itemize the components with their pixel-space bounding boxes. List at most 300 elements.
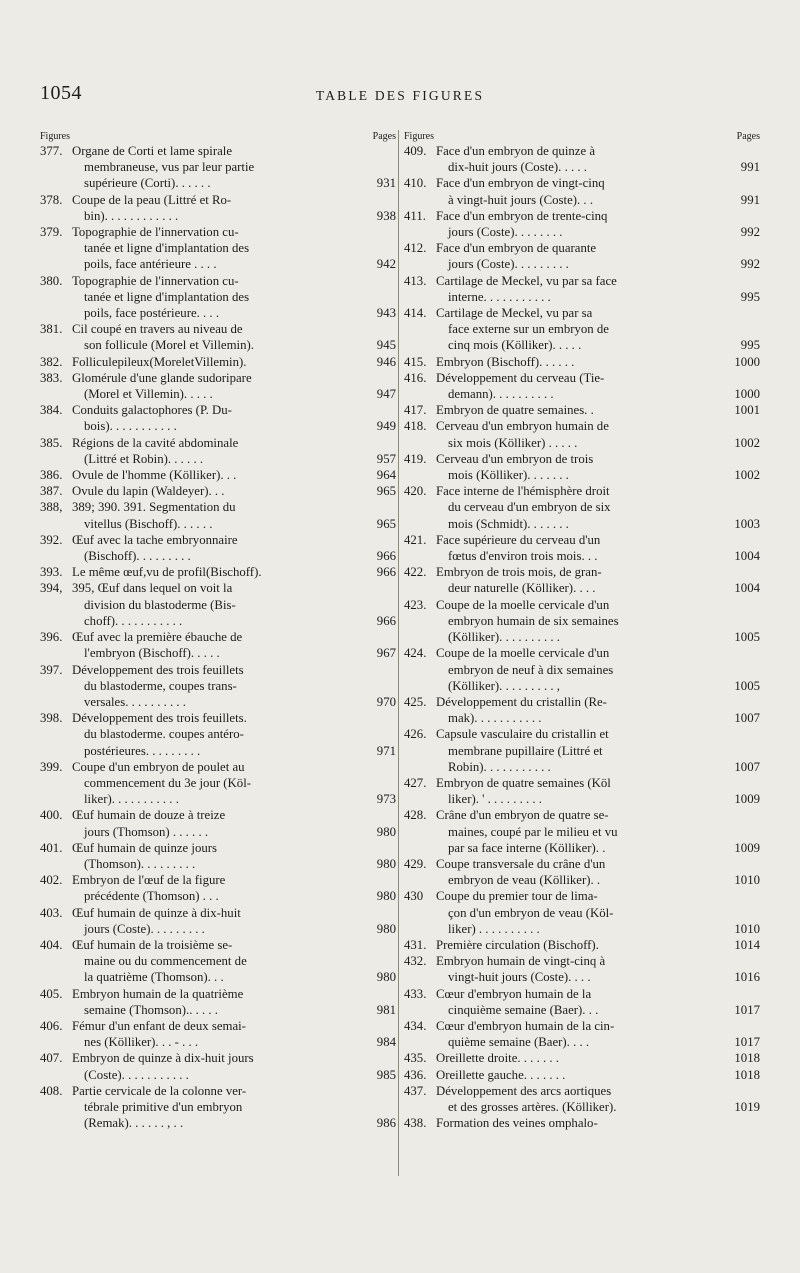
figure-caption bbox=[40, 192, 396, 224]
pages-heading: Pages bbox=[372, 131, 396, 142]
figure-caption bbox=[404, 597, 760, 646]
figure-entry bbox=[404, 208, 760, 240]
figure-entry bbox=[40, 629, 396, 661]
figure-caption bbox=[404, 726, 760, 775]
figure-number: 387. bbox=[40, 484, 63, 499]
entry-list bbox=[404, 143, 760, 1131]
page-reference: 966 bbox=[376, 549, 396, 564]
figure-number: 423. bbox=[404, 597, 427, 612]
page-reference: 1000 bbox=[734, 354, 760, 369]
figure-caption bbox=[404, 937, 760, 953]
figure-caption bbox=[40, 1050, 396, 1082]
figure-caption bbox=[404, 305, 760, 354]
caption-line: vingt-huit jours (Coste). . . . bbox=[448, 970, 591, 985]
caption-line: Embryon (Bischoff). . . . . . bbox=[436, 354, 575, 369]
page-reference: 1002 bbox=[734, 435, 760, 450]
figure-number: 377. bbox=[40, 144, 63, 158]
figure-number: 397. bbox=[40, 662, 63, 677]
page-reference: 1002 bbox=[734, 468, 760, 483]
column-header bbox=[40, 129, 396, 141]
figure-number: 417. bbox=[404, 403, 427, 418]
figure-caption bbox=[40, 354, 396, 370]
caption-line: maine ou du commencement de bbox=[84, 954, 247, 969]
caption-line: Œuf avec la première ébauche de bbox=[72, 630, 243, 645]
figure-caption bbox=[404, 888, 760, 937]
caption-line: Face d'un embryon de vingt-cinq bbox=[436, 176, 605, 191]
caption-line: Œuf humain de quinze jours bbox=[72, 840, 218, 855]
figure-caption bbox=[40, 840, 396, 872]
caption-line: mak). . . . . . . . . . . bbox=[448, 711, 542, 726]
caption-line: mois (Schmidt). . . . . . . bbox=[448, 516, 569, 531]
caption-line: poils, face postérieure. . . . bbox=[84, 306, 220, 321]
figure-caption bbox=[404, 645, 760, 694]
figure-number: 392. bbox=[40, 532, 63, 547]
caption-line: tébrale primitive d'un embryon bbox=[84, 1099, 243, 1114]
page-reference: 986 bbox=[376, 1116, 396, 1131]
caption-line: Coupe de la moelle cervicale d'un bbox=[436, 646, 610, 661]
figure-caption bbox=[404, 807, 760, 856]
page-reference: 995 bbox=[740, 338, 760, 353]
figure-number: 436. bbox=[404, 1067, 427, 1082]
caption-line: Face supérieure du cerveau d'un bbox=[436, 532, 601, 547]
page-reference: 984 bbox=[376, 1035, 396, 1050]
caption-line: et des grosses artères. (Kölliker). bbox=[448, 1099, 617, 1114]
figure-entry bbox=[40, 435, 396, 467]
caption-line: interne. . . . . . . . . . . bbox=[448, 289, 551, 304]
figure-caption bbox=[404, 986, 760, 1018]
caption-line: par sa face interne (Kölliker). . bbox=[448, 840, 606, 855]
figure-caption bbox=[40, 273, 396, 322]
caption-line: deur naturelle (Kölliker). . . . bbox=[448, 581, 596, 596]
figure-number: 384. bbox=[40, 403, 63, 418]
caption-line: Fémur d'un enfant de deux semai- bbox=[72, 1018, 246, 1033]
figure-number: 433. bbox=[404, 986, 427, 1001]
caption-line: quième semaine (Baer). . . . bbox=[448, 1035, 590, 1050]
figure-number: 426. bbox=[404, 727, 427, 742]
figure-number: 406. bbox=[40, 1018, 63, 1033]
page-reference: 1017 bbox=[734, 1002, 760, 1017]
figure-caption bbox=[40, 1083, 396, 1132]
figure-caption bbox=[40, 499, 396, 531]
page-reference: 938 bbox=[376, 208, 396, 223]
figure-entry bbox=[404, 645, 760, 694]
caption-line: Coupe transversale du crâne d'un bbox=[436, 856, 606, 871]
figure-number: 435. bbox=[404, 1051, 427, 1066]
caption-line: Œuf avec la tache embryonnaire bbox=[72, 532, 238, 547]
figure-entry bbox=[40, 1083, 396, 1132]
figure-entry bbox=[404, 694, 760, 726]
figure-caption bbox=[404, 354, 760, 370]
page-reference: 1010 bbox=[734, 873, 760, 888]
caption-line: Face d'un embryon de quarante bbox=[436, 241, 597, 256]
page-reference: 980 bbox=[376, 856, 396, 871]
page-reference: 1005 bbox=[734, 630, 760, 645]
page-reference: 1018 bbox=[734, 1051, 760, 1066]
figure-entry bbox=[40, 532, 396, 564]
figure-entry bbox=[40, 354, 396, 370]
caption-line: vitellus (Bischoff). . . . . . bbox=[84, 516, 213, 531]
figure-number: 429. bbox=[404, 856, 427, 871]
column-header bbox=[404, 129, 760, 141]
figure-number: 427. bbox=[404, 775, 427, 790]
figure-caption bbox=[404, 451, 760, 483]
figure-entry bbox=[404, 305, 760, 354]
figure-entry bbox=[40, 402, 396, 434]
caption-line: Face d'un embryon de quinze à bbox=[436, 144, 596, 158]
page-reference: 981 bbox=[376, 1002, 396, 1017]
figure-number: 388, bbox=[40, 500, 63, 515]
figure-caption bbox=[40, 321, 396, 353]
figure-entry bbox=[40, 370, 396, 402]
caption-line: Œuf humain de douze à treize bbox=[72, 808, 226, 823]
figure-number: 430 bbox=[404, 889, 424, 904]
figure-entry bbox=[40, 580, 396, 629]
figure-number: 422. bbox=[404, 565, 427, 580]
figures-heading: Figures bbox=[404, 131, 434, 142]
figure-caption bbox=[404, 273, 760, 305]
figure-caption bbox=[40, 532, 396, 564]
caption-line: six mois (Kölliker) . . . . . bbox=[448, 435, 578, 450]
figure-caption bbox=[40, 710, 396, 759]
figure-caption bbox=[404, 483, 760, 532]
figure-number: 400. bbox=[40, 808, 63, 823]
running-title: TABLE DES FIGURES bbox=[315, 88, 485, 103]
caption-line: Capsule vasculaire du cristallin et bbox=[436, 727, 609, 742]
page-reference: 970 bbox=[376, 694, 396, 709]
figure-number: 418. bbox=[404, 419, 427, 434]
figure-number: 407. bbox=[40, 1051, 63, 1066]
figure-number: 393. bbox=[40, 565, 63, 580]
caption-line: Développement du cerveau (Tie- bbox=[436, 370, 605, 385]
figure-entry bbox=[404, 1018, 760, 1050]
page-reference: 980 bbox=[376, 889, 396, 904]
caption-line: Embryon de quatre semaines. . bbox=[436, 403, 594, 418]
page-reference: 947 bbox=[376, 387, 396, 402]
figure-caption bbox=[404, 402, 760, 418]
page-reference: 971 bbox=[376, 743, 396, 758]
figure-entry bbox=[404, 888, 760, 937]
caption-line: Ovule de l'homme (Kölliker). . . bbox=[72, 468, 237, 483]
pages-heading: Pages bbox=[736, 131, 760, 142]
caption-line: face externe sur un embryon de bbox=[448, 322, 609, 337]
figure-number: 424. bbox=[404, 646, 427, 661]
page-reference: 943 bbox=[376, 306, 396, 321]
page-reference: 1004 bbox=[734, 581, 760, 596]
page-reference: 991 bbox=[740, 192, 760, 207]
figure-entry bbox=[404, 483, 760, 532]
caption-line: Embryon de quinze à dix-huit jours bbox=[72, 1051, 254, 1066]
caption-line: membrane pupillaire (Littré et bbox=[448, 743, 603, 758]
caption-line: bin). . . . . . . . . . . . bbox=[84, 208, 179, 223]
page-reference: 966 bbox=[376, 565, 396, 580]
caption-line: (Kölliker). . . . . . . . . . bbox=[448, 630, 560, 645]
figure-entry bbox=[40, 564, 396, 580]
figure-entry bbox=[40, 143, 396, 192]
figure-number: 402. bbox=[40, 873, 63, 888]
figure-caption bbox=[40, 483, 396, 499]
figure-entry bbox=[404, 1115, 760, 1131]
figure-number: 412. bbox=[404, 241, 427, 256]
caption-line: bois). . . . . . . . . . . bbox=[84, 419, 177, 434]
caption-line: division du blastoderme (Bis- bbox=[84, 597, 236, 612]
figure-entry bbox=[40, 467, 396, 483]
caption-line: liker). . . . . . . . . . . bbox=[84, 792, 179, 807]
caption-line: Embryon de quatre semaines (Köl bbox=[436, 775, 611, 790]
caption-line: du blastoderme, coupes trans- bbox=[84, 678, 237, 693]
figure-entry bbox=[40, 710, 396, 759]
figure-entry bbox=[40, 1018, 396, 1050]
page-reference: 1001 bbox=[734, 403, 760, 418]
page-reference: 1016 bbox=[734, 970, 760, 985]
caption-line: Oreillette gauche. . . . . . . bbox=[436, 1067, 566, 1082]
figure-caption bbox=[40, 629, 396, 661]
figure-number: 411. bbox=[404, 208, 426, 223]
figures-heading: Figures bbox=[40, 131, 70, 142]
figure-caption bbox=[40, 759, 396, 808]
entry-list bbox=[40, 143, 396, 1131]
caption-line: Organe de Corti et lame spirale bbox=[72, 144, 233, 158]
caption-line: dix-huit jours (Coste). . . . . bbox=[448, 160, 587, 175]
figure-entry bbox=[404, 726, 760, 775]
figure-number: 408. bbox=[40, 1083, 63, 1098]
figure-caption bbox=[40, 905, 396, 937]
page-reference: 992 bbox=[740, 257, 760, 272]
page-reference: 1000 bbox=[734, 387, 760, 402]
caption-line: poils, face antérieure . . . . bbox=[84, 257, 217, 272]
figure-entry bbox=[404, 402, 760, 418]
caption-line: Topographie de l'innervation cu- bbox=[72, 225, 239, 240]
figure-number: 385. bbox=[40, 435, 63, 450]
figure-number: 379. bbox=[40, 225, 63, 240]
figure-entry bbox=[404, 354, 760, 370]
figure-entry bbox=[404, 143, 760, 175]
caption-line: 389; 390. 391. Segmentation du bbox=[72, 500, 236, 515]
figure-number: 399. bbox=[40, 759, 63, 774]
caption-line: Formation des veines omphalo- bbox=[436, 1116, 598, 1131]
figure-caption bbox=[404, 1018, 760, 1050]
caption-line: Cerveau d'un embryon humain de bbox=[436, 419, 609, 434]
figure-number: 380. bbox=[40, 273, 63, 288]
figure-caption bbox=[404, 532, 760, 564]
caption-line: Cartilage de Meckel, vu par sa bbox=[436, 306, 593, 321]
figure-caption bbox=[404, 1067, 760, 1083]
caption-line: à vingt-huit jours (Coste). . . bbox=[448, 192, 594, 207]
page-reference: 1018 bbox=[734, 1067, 760, 1082]
figure-entry bbox=[404, 532, 760, 564]
page-reference: 1007 bbox=[734, 759, 760, 774]
caption-line: Coupe du premier tour de lima- bbox=[436, 889, 598, 904]
caption-line: Ovule du lapin (Waldeyer). . . bbox=[72, 484, 225, 499]
caption-line: Robin). . . . . . . . . . . bbox=[448, 759, 551, 774]
figure-caption bbox=[404, 418, 760, 450]
caption-line: embryon de veau (Kölliker). . bbox=[448, 873, 601, 888]
caption-line: Partie cervicale de la colonne ver- bbox=[72, 1083, 247, 1098]
page-reference: 973 bbox=[376, 792, 396, 807]
page-reference: 946 bbox=[376, 354, 396, 369]
figure-entry bbox=[404, 564, 760, 596]
page-reference: 965 bbox=[376, 484, 396, 499]
caption-line: Développement du cristallin (Re- bbox=[436, 694, 607, 709]
figure-caption bbox=[404, 240, 760, 272]
page-reference: 964 bbox=[376, 468, 396, 483]
caption-line: Développement des trois feuillets. bbox=[72, 711, 247, 726]
caption-line: (Kölliker). . . . . . . . . , bbox=[448, 678, 560, 693]
caption-line: membraneuse, vus par leur partie bbox=[84, 160, 255, 175]
caption-line: du blastoderme. coupes antéro- bbox=[84, 727, 244, 742]
figure-caption bbox=[404, 1083, 760, 1115]
figure-caption bbox=[404, 1050, 760, 1066]
caption-line: fœtus d'environ trois mois. . . bbox=[448, 549, 598, 564]
figure-number: 403. bbox=[40, 905, 63, 920]
figure-caption bbox=[40, 1018, 396, 1050]
caption-line: du cerveau d'un embryon de six bbox=[448, 500, 611, 515]
caption-line: Œuf humain de quinze à dix-huit bbox=[72, 905, 241, 920]
page-reference: 991 bbox=[740, 160, 760, 175]
figure-caption bbox=[404, 775, 760, 807]
page-reference: 931 bbox=[376, 176, 396, 191]
figure-caption bbox=[40, 224, 396, 273]
figure-entry bbox=[404, 451, 760, 483]
figure-number: 416. bbox=[404, 370, 427, 385]
figure-caption bbox=[404, 564, 760, 596]
caption-line: (Thomson). . . . . . . . . bbox=[84, 856, 196, 871]
figure-caption bbox=[40, 662, 396, 711]
caption-line: Embryon humain de la quatrième bbox=[72, 986, 244, 1001]
figure-entry bbox=[404, 597, 760, 646]
caption-line: Œuf humain de la troisième se- bbox=[72, 937, 233, 952]
figure-entry bbox=[40, 759, 396, 808]
caption-line: postérieures. . . . . . . . . bbox=[84, 743, 201, 758]
figure-caption bbox=[40, 467, 396, 483]
figure-number: 409. bbox=[404, 144, 427, 158]
caption-line: (Littré et Robin). . . . . . bbox=[84, 451, 204, 466]
caption-line: Régions de la cavité abdominale bbox=[72, 435, 239, 450]
figure-number: 405. bbox=[40, 986, 63, 1001]
figure-entry bbox=[40, 840, 396, 872]
caption-line: cinq mois (Kölliker). . . . . bbox=[448, 338, 582, 353]
page-reference: 985 bbox=[376, 1067, 396, 1082]
caption-line: tanée et ligne d'implantation des bbox=[84, 289, 250, 304]
figure-entry bbox=[40, 905, 396, 937]
caption-line: cinquième semaine (Baer). . . bbox=[448, 1002, 599, 1017]
figure-entry bbox=[40, 807, 396, 839]
caption-line: Topographie de l'innervation cu- bbox=[72, 273, 239, 288]
caption-line: jours (Coste). . . . . . . . . bbox=[448, 257, 569, 272]
figure-entry bbox=[40, 937, 396, 986]
figure-caption bbox=[404, 953, 760, 985]
page-reference: 967 bbox=[376, 646, 396, 661]
caption-line: Cerveau d'un embryon de trois bbox=[436, 451, 594, 466]
left-column bbox=[40, 129, 396, 1131]
caption-line: versales. . . . . . . . . . bbox=[84, 694, 187, 709]
figure-number: 398. bbox=[40, 711, 63, 726]
caption-line: Face interne de l'hémisphère droit bbox=[436, 484, 610, 499]
caption-line: 395, Œuf dans lequel on voit la bbox=[72, 581, 233, 596]
figure-entry bbox=[404, 953, 760, 985]
caption-line: nes (Kölliker). . . - . . . bbox=[84, 1035, 199, 1050]
caption-line: son follicule (Morel et Villemin). bbox=[84, 338, 254, 353]
figure-caption bbox=[404, 208, 760, 240]
figure-caption bbox=[40, 143, 396, 192]
figure-entry bbox=[404, 370, 760, 402]
caption-line: Folliculepileux(MoreletVillemin). bbox=[72, 354, 247, 369]
caption-line: Crâne d'un embryon de quatre se- bbox=[436, 808, 609, 823]
caption-line: (Bischoff). . . . . . . . . bbox=[84, 549, 191, 564]
caption-line: Première circulation (Bischoff). bbox=[436, 937, 599, 952]
caption-line: choff). . . . . . . . . . . bbox=[84, 613, 183, 628]
figure-number: 432. bbox=[404, 954, 427, 969]
page-reference: 957 bbox=[376, 451, 396, 466]
figure-number: 425. bbox=[404, 694, 427, 709]
caption-line: Embryon de l'œuf de la figure bbox=[72, 873, 226, 888]
figure-entry bbox=[40, 499, 396, 531]
figure-entry bbox=[40, 273, 396, 322]
figure-number: 431. bbox=[404, 937, 427, 952]
figure-number: 401. bbox=[40, 840, 63, 855]
caption-line: (Morel et Villemin). . . . . bbox=[84, 387, 213, 402]
caption-line: (Coste). . . . . . . . . . . bbox=[84, 1067, 189, 1082]
figure-number: 419. bbox=[404, 451, 427, 466]
page-reference: 1019 bbox=[734, 1099, 760, 1114]
caption-line: mois (Kölliker). . . . . . . bbox=[448, 468, 569, 483]
figure-entry bbox=[404, 240, 760, 272]
page-reference: 980 bbox=[376, 921, 396, 936]
figure-caption bbox=[40, 564, 396, 580]
figure-caption bbox=[40, 872, 396, 904]
caption-line: précédente (Thomson) . . . bbox=[84, 889, 219, 904]
column-divider bbox=[398, 130, 399, 1176]
caption-line: liker). ' . . . . . . . . . bbox=[448, 792, 543, 807]
figure-number: 413. bbox=[404, 273, 427, 288]
figure-entry bbox=[40, 986, 396, 1018]
caption-line: Cartilage de Meckel, vu par sa face bbox=[436, 273, 617, 288]
figure-caption bbox=[404, 1115, 760, 1131]
caption-line: la quatrième (Thomson). . . bbox=[84, 970, 224, 985]
caption-line: Le même œuf,vu de profil(Bischoff). bbox=[72, 565, 262, 580]
figure-caption bbox=[40, 807, 396, 839]
caption-line: (Remak). . . . . . , . . bbox=[84, 1116, 184, 1131]
figure-entry bbox=[40, 321, 396, 353]
figure-entry bbox=[40, 224, 396, 273]
caption-line: Face d'un embryon de trente-cinq bbox=[436, 208, 608, 223]
figure-caption bbox=[40, 986, 396, 1018]
caption-line: Conduits galactophores (P. Du- bbox=[72, 403, 232, 418]
page-reference: 1009 bbox=[734, 792, 760, 807]
figure-caption bbox=[40, 937, 396, 986]
caption-line: Cil coupé en travers au niveau de bbox=[72, 322, 243, 337]
figure-entry bbox=[404, 273, 760, 305]
figure-number: 386. bbox=[40, 468, 63, 483]
caption-line: Coupe de la peau (Littré et Ro- bbox=[72, 192, 232, 207]
figure-number: 428. bbox=[404, 808, 427, 823]
figure-entry bbox=[404, 937, 760, 953]
figure-number: 437. bbox=[404, 1083, 427, 1098]
figure-number: 396. bbox=[40, 630, 63, 645]
caption-line: demann). . . . . . . . . . bbox=[448, 387, 554, 402]
figure-caption bbox=[404, 143, 760, 175]
figure-caption bbox=[404, 175, 760, 207]
caption-line: Embryon de trois mois, de gran- bbox=[436, 565, 602, 580]
caption-line: maines, coupé par le milieu et vu bbox=[448, 824, 618, 839]
figure-number: 438. bbox=[404, 1116, 427, 1131]
figure-number: 383. bbox=[40, 370, 63, 385]
figure-number: 378. bbox=[40, 192, 63, 207]
page-reference: 1010 bbox=[734, 921, 760, 936]
caption-line: jours (Coste). . . . . . . . . bbox=[84, 921, 205, 936]
page-reference: 995 bbox=[740, 289, 760, 304]
caption-line: Glomérule d'une glande sudoripare bbox=[72, 370, 252, 385]
figure-number: 434. bbox=[404, 1018, 427, 1033]
